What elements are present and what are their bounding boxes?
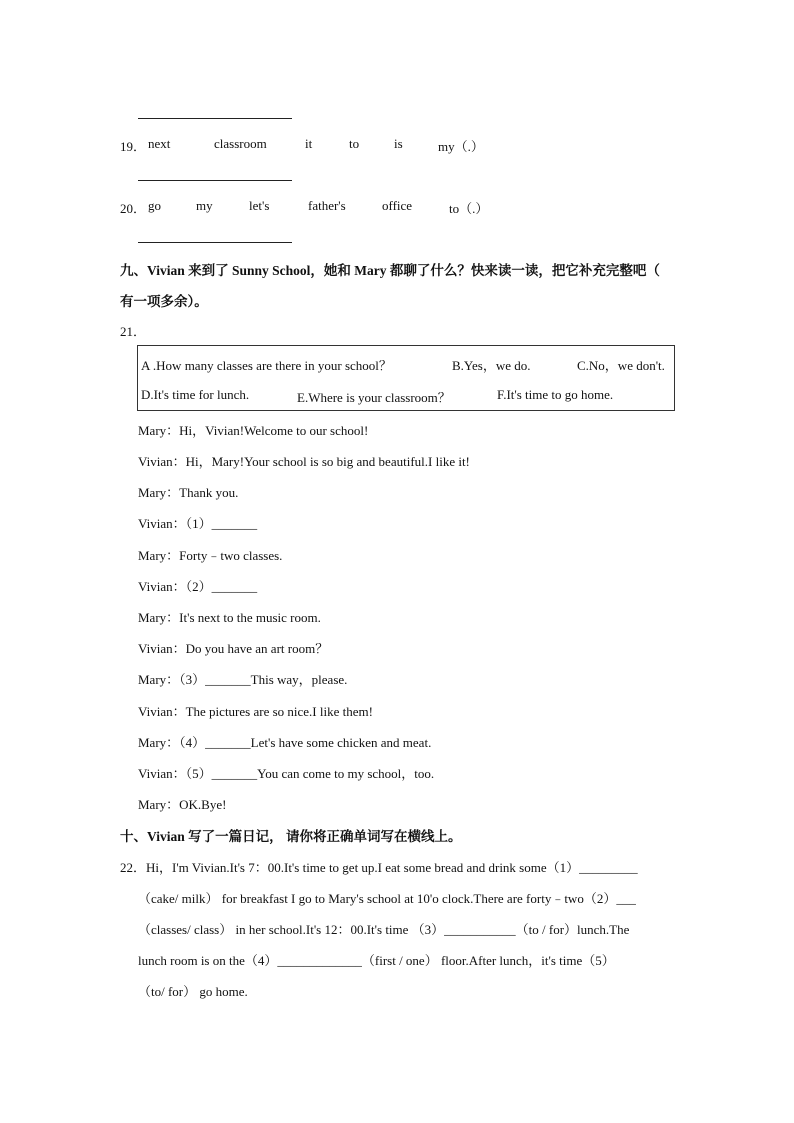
dialogue-line: Vivian：Hi，Mary!Your school is so big and beautiful.I like it!: [138, 454, 470, 469]
section-heading: 九、Vivian 来到了 Sunny School，她和 Mary 都聊了什么？快来读一读，把它补充完整吧（: [120, 263, 660, 278]
option-f: F.It's time to go home.: [497, 387, 614, 402]
word: office: [382, 198, 413, 213]
option-e: E.Where is your classroom？: [297, 390, 451, 405]
option-c: C.No，we don't.: [577, 358, 665, 373]
passage-line: lunch room is on the（4）_____________（first / one） floor.After lunch，it's time（5）: [138, 953, 615, 968]
question-number: 19．: [120, 139, 147, 154]
dialogue-line: Vivian：Do you have an art room？: [138, 641, 329, 656]
option-a: A .How many classes are there in your school？: [141, 358, 392, 373]
question-number: 20．: [120, 201, 147, 216]
answer-line[interactable]: [138, 242, 292, 243]
word: let's: [249, 198, 270, 213]
dialogue-line: Vivian：（1）_______: [138, 516, 258, 531]
section-heading: 十、Vivian 写了一篇日记， 请你将正确单词写在横线上。: [120, 829, 462, 844]
word: my（.）: [438, 139, 484, 154]
word: next: [148, 136, 171, 151]
options-box: [137, 345, 675, 411]
question-number: 21．: [120, 324, 147, 339]
dialogue-line: Mary：（4）_______Let's have some chicken and meat.: [138, 735, 432, 750]
word: it: [305, 136, 313, 151]
option-d: D.It's time for lunch.: [141, 387, 250, 402]
dialogue-line: Mary：Thank you.: [138, 485, 239, 500]
answer-line[interactable]: [138, 180, 292, 181]
section-heading-continued: 有一项多余）。: [120, 294, 208, 309]
word: to（.）: [449, 201, 489, 216]
word: father's: [308, 198, 346, 213]
dialogue-line: Vivian：（2）_______: [138, 579, 258, 594]
passage-line: （to/ for） go home.: [138, 984, 248, 999]
dialogue-line: Mary：OK.Bye!: [138, 797, 227, 812]
dialogue-line: Mary：（3）_______This way，please.: [138, 672, 348, 687]
word: is: [394, 136, 403, 151]
word: to: [349, 136, 360, 151]
dialogue-line: Mary：It's next to the music room.: [138, 610, 321, 625]
passage-line: （classes/ class） in her school.It's 12：00.It's time （3）___________（to / for）lunch.The: [138, 922, 630, 937]
dialogue-line: Vivian：（5）_______You can come to my school，too.: [138, 766, 435, 781]
dialogue-line: Mary：Forty﹣two classes.: [138, 548, 283, 563]
option-b: B.Yes，we do.: [452, 358, 531, 373]
word: classroom: [214, 136, 267, 151]
word: my: [196, 198, 213, 213]
passage-line: 22．Hi，I'm Vivian.It's 7：00.It's time to get up.I eat some bread and drink some（1）_________: [120, 860, 638, 875]
answer-line[interactable]: [138, 118, 292, 119]
word: go: [148, 198, 161, 213]
passage-line: （cake/ milk） for breakfast I go to Mary's school at 10'o clock.There are forty﹣two（2）___: [138, 891, 636, 906]
dialogue-line: Vivian：The pictures are so nice.I like them!: [138, 704, 373, 719]
dialogue-line: Mary：Hi，Vivian!Welcome to our school!: [138, 423, 369, 438]
